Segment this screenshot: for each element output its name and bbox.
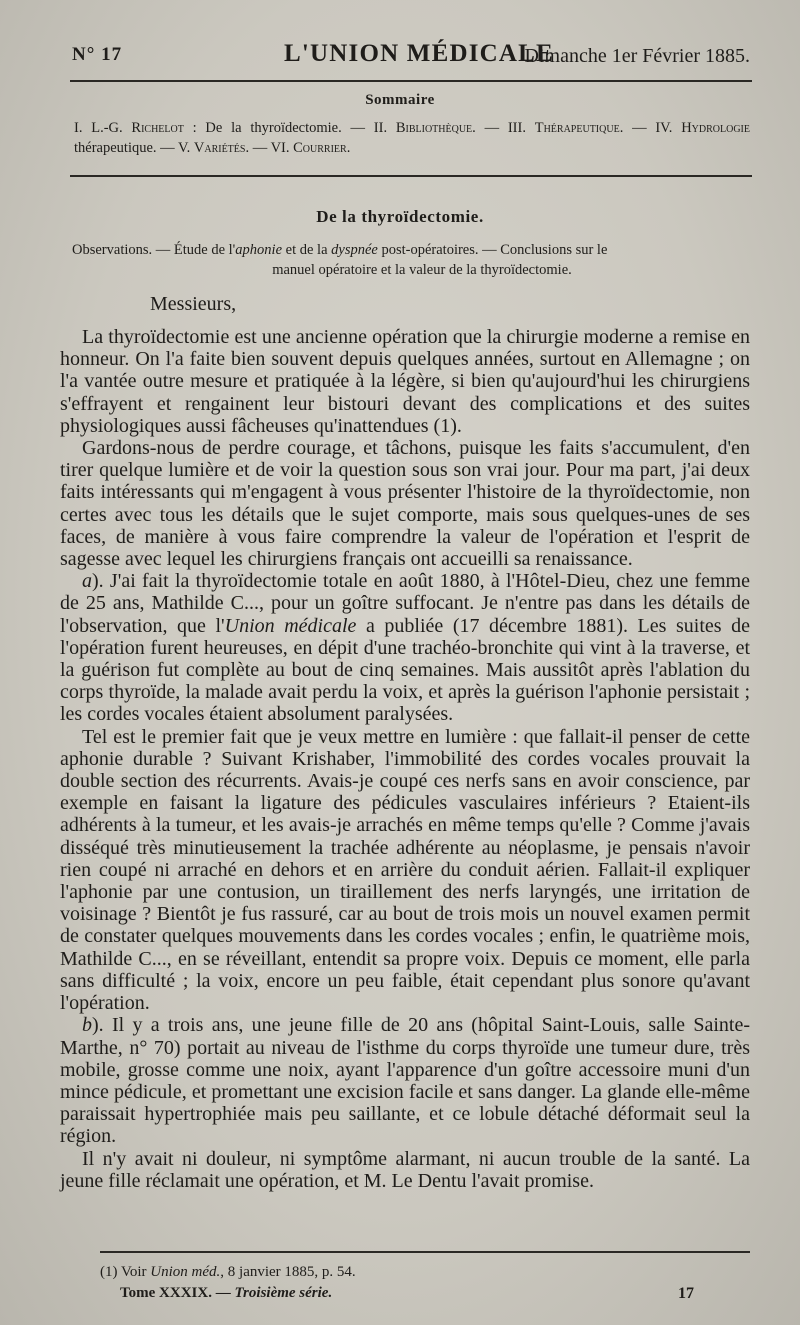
abstract-italic: aphonie: [235, 242, 283, 258]
paragraph-text: ). Il y a trois ans, une jeune fille de 20 ans (hôpital Saint-Louis, salle Sainte-Marthe, n° 70) portait au niveau de l'isthme du corps thyroïde une tumeur dure, très mobile, grosse comme une noix, ayant l'apparence d'un goître accessoire muni d'un mince pédicule, et promettant une excision facile et sans danger. La glande elle-même paraissait hypertrophiée mais peu saillante, et ce lobule détaché déformait seul la région.: [60, 1014, 750, 1148]
footnote-rule: [100, 1251, 750, 1253]
tome-text: Tome XXXIX. —: [120, 1285, 235, 1301]
salutation: Messieurs,: [150, 293, 237, 315]
paragraph: [60, 570, 750, 725]
sommaire-text: thérapeutique. — V.: [74, 140, 194, 156]
sommaire-section: Bibliothèque: [395, 120, 473, 136]
footnote-text: , 8 janvier 1885, p. 54.: [220, 1264, 356, 1280]
case-label: a: [82, 570, 92, 593]
issue-date: Dimanche 1er Février 1885.: [524, 45, 750, 67]
article-title: De la thyroïdectomie.: [316, 207, 484, 226]
abstract-text: post-opératoires. — Conclusions sur le: [377, 242, 608, 258]
article-abstract: [72, 240, 750, 280]
paragraph: Gardons-nous de perdre courage, et tâchons, puisque les faits s'accumulent, d'en tirer quelque lumière et de voir la question sous son vrai jour. Pour ma part, j'ai deux faits intéressants qui m'engagent à vous présenter l'histoire de la thyroïdectomie, non certes avec tous les détails que le sujet comporte, mais sous quelques-unes de ses faces, de manière à vous faire comprendre la valeur de l'opération et l'esprit de sagesse avec lequel les chirurgiens français ont accueilli sa renaissance.: [60, 437, 750, 571]
journal-title: L'UNION MÉDICALE: [284, 40, 554, 67]
sommaire-num: I.: [74, 120, 92, 136]
case-label: b: [82, 1014, 92, 1037]
page-header: [72, 40, 750, 80]
paragraph: La thyroïdectomie est une ancienne opération que la chirurgie moderne a remise en honneur. On l'a faite bien souvent depuis quelques années, surtout en Allemagne ; on l'a vantée outre mesure et pratiquée à la légère, si bien qu'aujourd'hui les chirurgiens s'effrayent et rengainent leur bistouri devant des complications et des suites physiologiques aussi fâcheuses qu'inattendues (1).: [60, 326, 750, 437]
abstract-text: manuel opératoire et la valeur de la thyroïdectomie.: [272, 262, 572, 278]
sommaire-text: . — VI.: [245, 140, 294, 156]
footnote-citation: Union méd.: [150, 1264, 221, 1280]
sommaire-text: .: [346, 140, 351, 156]
journal-citation: Union médicale: [224, 614, 357, 637]
issue-number: N° 17: [72, 44, 123, 65]
abstract-text: Observations. — Étude de l': [72, 242, 236, 258]
sommaire-section: Variétés: [193, 140, 246, 156]
paragraph-text: a publiée (17 décembre 1881). Les suites de l'opération furent heureuses, en dépit d'une trachéo-bronchite qui vint à la traverse, et la guérison fut complète au bout de cinq semaines. Mais aussitôt après l'ablation du corps thyroïde, la malade avait perdu la voix, et après la guérison l'aphonie persistait ; les cordes vocales étaient absolument paralysées.: [60, 614, 750, 726]
footnote-text: (1) Voir: [100, 1264, 151, 1280]
article-body: [60, 326, 750, 1192]
sommaire-rule: [70, 175, 752, 177]
paragraph-text: ). J'ai fait la thyroïdectomie totale en août 1880, à l'Hôtel-Dieu, chez une femme de 25 ans, Mathilde C..., pour un goître suffocant. Je n'entre pas dans les détails de l'observation, que l': [60, 570, 750, 637]
sommaire-contents: [74, 118, 750, 158]
paragraph: Il n'y avait ni douleur, ni symptôme alarmant, ni aucun trouble de la santé. La jeune fille réclamait une opération, et M. Le Dentu l'avait promise.: [60, 1147, 750, 1192]
sommaire-section: Hydrologie: [681, 120, 750, 136]
page-number: 17: [678, 1285, 694, 1302]
paragraph: Tel est le premier fait que je veux mettre en lumière : que fallait-il penser de cette aphonie durable ? Suivant Krishaber, l'immobilité des cordes vocales prouvait la double section des récurrents. Avais-je coupé ces nerfs sans en avoir conscience, par exemple en faisant la ligature des pédicules vasculaires inférieurs ? Etaient-ils adhérents à la tumeur, et les avais-je arrachés en même temps qu'elle ? Comme j'avais disséqué très minutieusement la trachée adhérente au néoplasme, je pensais n'avoir rien coupé ni arraché en dehors et en arrière du conduit aérien. Fallait-il expliquer l'aphonie par une contusion, un tiraillement des nerfs laryngés, une irritation de voisinage ? Bientôt je fus rassuré, car au bout de trois mois un nouvel examen permit de constater quelques mouvements dans les cordes vocales ; enfin, le quatrième mois, Mathilde C..., en se réveillant, entendit sa propre voix. Depuis ce moment, elle parla sans difficulté ; la voix, encore un peu faible, était cependant plus sonore qu'avant l'opération.: [60, 725, 750, 1015]
sommaire-text: . — III.: [472, 120, 535, 136]
footnote: [100, 1264, 356, 1281]
sommaire-section: Thérapeutique: [534, 120, 620, 136]
header-rule: [70, 80, 752, 82]
sommaire-author: L.-G. Richelot: [91, 120, 184, 136]
sommaire-text: . — IV.: [619, 120, 682, 136]
paragraph: [60, 1014, 750, 1147]
sommaire-section: Courrier: [293, 140, 347, 156]
tome-line: [120, 1285, 332, 1302]
sommaire-text: : De la thyroïdectomie. — II.: [183, 120, 396, 136]
series-text: Troisième série.: [234, 1285, 333, 1301]
sommaire-heading: Sommaire: [365, 92, 435, 108]
abstract-text: et de la: [282, 242, 332, 258]
abstract-italic: dyspnée: [331, 242, 378, 258]
